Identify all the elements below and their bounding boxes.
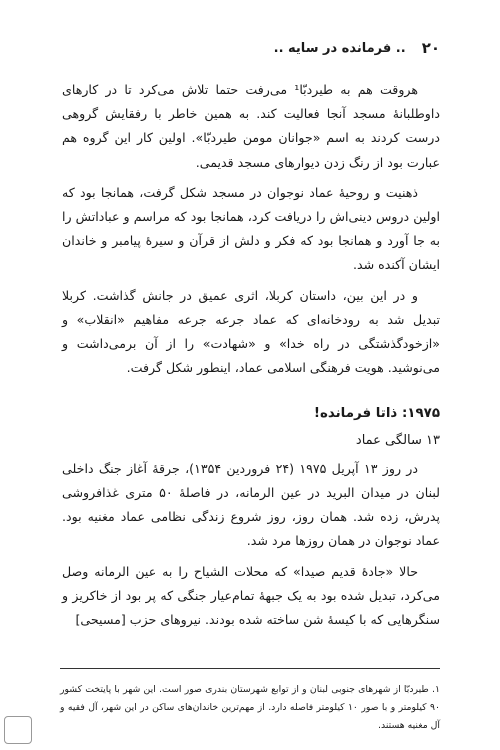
section-heading: ۱۹۷۵: ذاتا فرمانده! [313, 406, 440, 422]
paragraph: حالا «جادهٔ قدیم صیدا» که محلات الشیاح را به عین الرمانه وصل می‌کرد، تبدیل شده بود به یک جبههٔ تمام‌عیار جنگی که پر بود از خاکریز و سنگرهایی که با کیسهٔ شن ساخته شده بودند. نیروهای حزب [مسیحی] [62, 563, 440, 628]
paragraph: در روز ۱۳ آپریل ۱۹۷۵ (۲۴ فروردین ۱۳۵۴)، جرقهٔ آغاز جنگ داخلی لبنان در میدان البرید در عین الرمانه، در فاصلهٔ ۵۰ متری غذافروشی پدرش، زده شد. همان روز، روز شروع زندگی نظامی عماد مغنیه بود. عماد نوجوان در همان روزها مرد شد. [62, 460, 441, 549]
running-title: .. فرمانده در سایه .. [273, 40, 406, 56]
footnote: ۱. طیردبّا از شهرهای جنوبی لبنان و از توابع شهرستان بندری صور است. این شهر با پایتخت کشور ۹۰ کیلومتر و با صور ۱۰ کیلومتر فاصله دارد. از مهم‌ترین خاندان‌های ساکن در این شهر، آل فقیه و آل مغنیه هستند. [60, 684, 440, 731]
body-text [62, 78, 440, 638]
footnote-divider [60, 668, 440, 669]
paragraph: ذهنیت و روحیهٔ عماد نوجوان در مسجد شکل گرفت، همانجا بود که اولین دروس دینی‌اش را دریافت کرد، همانجا بود که مراسم و عباداتش را به جا آورد و همانجا بود که فکر و دلش از قرآن و سیرهٔ پیامبر و خاندان ایشان آکنده شد. [62, 184, 440, 273]
paragraph: هروقت هم به طیردبّا¹ می‌رفت حتما تلاش می‌کرد تا در کارهای داوطلبانهٔ مسجد آنجا فعالیت کند. به همین خاطر با رفقایش گروهی درست کردند به اسم «جوانان مومن طیردبّا». اولین کار این گروه هم عبارت بود از رنگ زدن دیوارهای مسجد قدیمی. [62, 82, 440, 170]
page-number: ۲۰ [421, 39, 440, 57]
section-subheading: ۱۳ سالگی عماد [355, 432, 440, 448]
paragraph: و در این بین، داستان کربلا، اثری عمیق در جانش گذاشت. کربلا تبدیل شد به رودخانه‌ای که عماد جرعه جرعه مفاهیم «انقلاب» و «ازخودگذشتگی در راه خدا» و «شهادت» را از آن برمی‌داشت و می‌نوشید. هویت فرهنگی اسلامی عماد، اینطور شکل گرفت. [62, 287, 440, 376]
page-header [60, 34, 440, 62]
library-stamp-icon [4, 716, 32, 744]
